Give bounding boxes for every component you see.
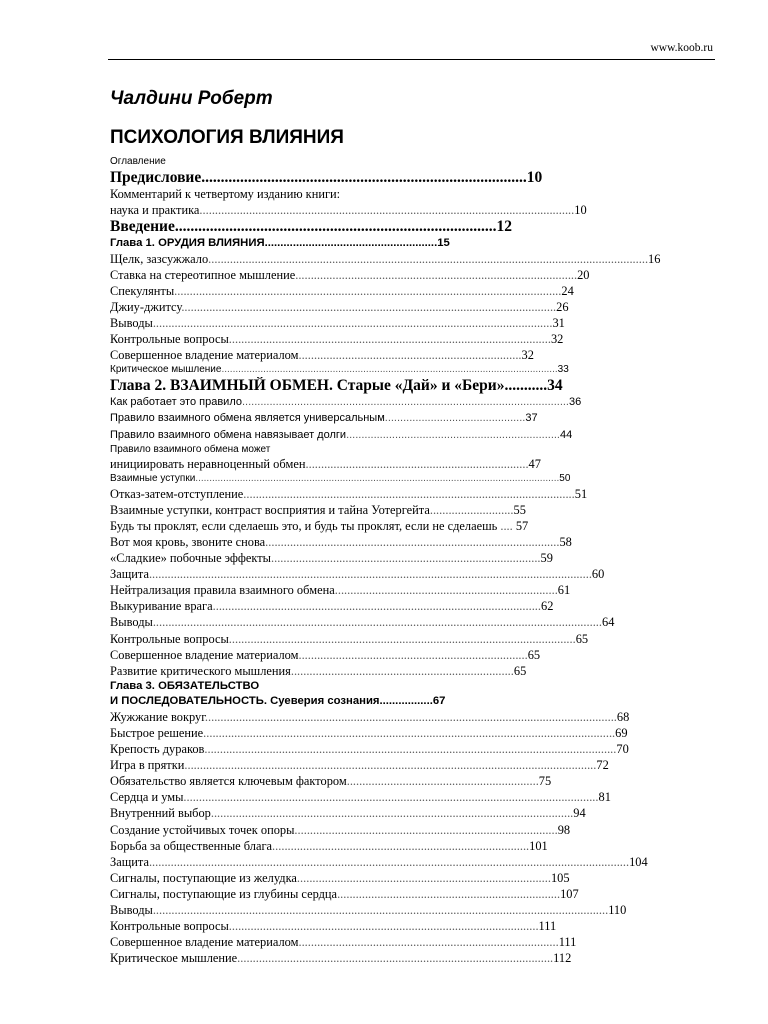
toc-entry-title: Защита (110, 854, 149, 869)
toc-entry[interactable] (110, 331, 710, 347)
toc-entry-title: Правило взаимного обмена может (110, 443, 271, 455)
toc-entry-title: Правило взаимного обмена навязывает долги (110, 428, 347, 441)
toc-entry[interactable] (110, 679, 710, 694)
toc-entry-page: 36 (569, 396, 582, 409)
toc-entry-leader: ......................................................................................................................... (199, 203, 575, 218)
toc-entry-page: 20 (577, 267, 590, 282)
toc-entry[interactable] (110, 773, 710, 789)
toc-entry[interactable] (110, 443, 710, 457)
toc-entry-leader: ..................................................................................................................................... (204, 742, 617, 757)
toc-entry-page: 37 (525, 412, 538, 425)
toc-entry-title: Борьба за общественные блага (110, 838, 273, 853)
toc-entry-leader: ........................................................................ (337, 886, 561, 901)
toc-entry-page: 12 (496, 218, 512, 236)
toc-entry-leader: ................................................................................................................................................... (152, 902, 609, 917)
toc-entry-page: 59 (540, 551, 553, 566)
toc-entry-title: И ПОСЛЕДОВАТЕЛЬНОСТЬ. Суеверия сознания (110, 694, 380, 707)
toc-entry-page: 110 (608, 902, 627, 917)
toc-entry-leader: ....................................................................................... (271, 551, 541, 566)
toc-entry[interactable] (110, 822, 710, 838)
toc-entry-title: Комментарий к четвертому изданию книги: (110, 187, 341, 201)
toc-entry-title: Вот моя кровь, звоните снова (110, 535, 266, 549)
book-title: ПСИХОЛОГИЯ ВЛИЯНИЯ (110, 127, 344, 148)
toc-entry-title: инициировать неравноценный обмен (110, 457, 306, 472)
toc-entry-title: Нейтрализация правила взаимного обмена (110, 583, 335, 598)
toc-entry-page: 10 (574, 203, 587, 218)
toc-entry-leader: .............................................. (384, 412, 526, 425)
toc-entry[interactable] (110, 902, 710, 918)
toc-entry-leader: ........................................................................................... (295, 267, 578, 282)
toc-entry[interactable] (110, 456, 710, 472)
toc-entry-title: наука и практика (110, 203, 200, 218)
toc-entry[interactable] (110, 410, 710, 426)
toc-entry[interactable] (110, 950, 710, 966)
table-of-contents (110, 155, 710, 966)
toc-entry-leader: ...................................................................... (346, 428, 560, 441)
toc-entry-leader: ..................................................................................................................................... (204, 709, 617, 724)
toc-entry[interactable] (110, 363, 710, 377)
toc-entry-leader: ..................................................................................................................................... (184, 758, 597, 773)
toc-entry[interactable] (110, 218, 710, 236)
toc-entry-page: 32 (521, 348, 534, 363)
toc-entry[interactable] (110, 725, 710, 741)
toc-entry-page: 31 (552, 316, 565, 331)
toc-entry[interactable] (110, 854, 710, 870)
toc-entry-page: 64 (602, 615, 615, 630)
toc-entry-leader: ............................................................................................................................................... (148, 567, 592, 582)
toc-entry-page: 34 (547, 376, 563, 394)
toc-entry-leader: ........................................................................................................... (243, 486, 575, 501)
toc-entry[interactable] (110, 347, 710, 363)
toc-entry[interactable] (110, 377, 710, 395)
header-site-url[interactable]: www.koob.ru (650, 42, 713, 54)
toc-entry-title: Выводы (110, 902, 153, 917)
toc-entry[interactable] (110, 534, 710, 550)
toc-entry-page: 104 (629, 854, 648, 869)
toc-entry-title: Критическое мышление (110, 364, 222, 376)
toc-entry-title: Совершенное владение материалом (110, 647, 299, 662)
contents-label: Оглавление (110, 156, 166, 167)
toc-entry-page: 58 (559, 535, 572, 549)
toc-entry-leader: .... (497, 518, 513, 533)
toc-entry[interactable] (110, 598, 710, 614)
toc-entry-leader: .................................................................................... (201, 168, 527, 186)
toc-entry-leader: ................................................................................... (174, 218, 497, 236)
toc-entry-leader: ................. (379, 694, 433, 707)
toc-entry-title: Глава 2. ВЗАИМНЫЙ ОБМЕН. Старые «Дай» и «Бери» (110, 376, 505, 394)
toc-entry[interactable] (110, 315, 710, 331)
toc-entry[interactable] (110, 283, 710, 299)
toc-entry-page: 44 (560, 428, 573, 441)
toc-entry-page: 65 (527, 647, 541, 662)
toc-entry[interactable] (110, 267, 710, 283)
toc-entry-page: 55 (513, 502, 526, 517)
toc-entry-title: Ставка на стереотипное мышление (110, 267, 296, 282)
toc-entry-leader: ................................................................................... (272, 838, 530, 853)
toc-entry-leader: ...................................................................................................... (237, 951, 554, 966)
toc-entry-page: 51 (574, 486, 588, 501)
toc-entry-page: 26 (556, 299, 569, 314)
toc-entry-title: Сердца и умы (110, 790, 184, 805)
toc-entry[interactable] (110, 582, 710, 598)
toc-entry-leader: .......................................................................................................... (212, 599, 541, 614)
toc-entry-leader: ........................... (429, 502, 514, 517)
toc-entry-title: Совершенное владение материалом (110, 348, 299, 363)
toc-entry-leader: .................................................................................... (298, 935, 559, 950)
toc-entry[interactable] (110, 870, 710, 886)
toc-entry-page: 94 (573, 806, 586, 821)
toc-entry-page: 107 (560, 886, 579, 901)
toc-entry-page: 101 (529, 838, 548, 853)
toc-entry[interactable] (110, 394, 710, 410)
toc-entry-title: Взаимные уступки, контраст восприятия и тайна Уотергейта (110, 502, 430, 517)
toc-entry[interactable] (110, 789, 710, 805)
toc-entry-page: 62 (541, 599, 554, 614)
toc-entry-title: Выводы (110, 316, 153, 331)
toc-entry[interactable] (110, 631, 710, 647)
toc-entry-page: 24 (561, 283, 574, 298)
toc-entry[interactable] (110, 918, 710, 934)
toc-entry-leader: ..................................................................................................................... (210, 806, 574, 821)
toc-entry-title: Развитие критического мышления (110, 663, 291, 678)
toc-entry-leader: ...................................................................................................................................... (183, 790, 599, 805)
toc-entry-leader: .......................................................................... (298, 647, 528, 662)
toc-entry-title: Критическое мышление (110, 951, 238, 966)
toc-entry-title: Крепость дураков (110, 742, 205, 757)
toc-entry-title: Сигналы, поступающие из глубины сердца (110, 886, 338, 901)
toc-entry[interactable] (110, 550, 710, 566)
toc-entry-page: 61 (557, 583, 571, 598)
toc-entry-leader: .................................................................................. (296, 870, 551, 885)
toc-entry[interactable] (110, 169, 710, 187)
toc-entry-title: Взаимные уступки (110, 473, 196, 485)
toc-entry-page: 10 (526, 168, 543, 186)
toc-entry-title: Совершенное владение материалом (110, 935, 299, 950)
toc-entry[interactable] (110, 186, 710, 202)
toc-entry-title: Предисловие (110, 168, 202, 186)
toc-entry[interactable] (110, 694, 710, 709)
toc-entry[interactable] (110, 757, 710, 773)
toc-entry-page: 98 (557, 822, 571, 837)
toc-entry[interactable] (110, 427, 710, 443)
toc-entry-leader: ............................................................................................................................. (174, 283, 562, 298)
toc-entry-title: Защита (110, 567, 149, 582)
toc-entry-leader: ......................................................................................................................... (221, 364, 558, 376)
toc-entry-leader: .............................................................................................................................................. (208, 251, 649, 266)
toc-entry-title: Выкуривание врага (110, 599, 213, 614)
toc-entry-title: Контрольные вопросы (110, 631, 229, 646)
toc-entry-page: 111 (558, 935, 577, 950)
toc-entry-leader: ................................................................................................................ (228, 631, 576, 646)
toc-entry-title: Внутренний выбор (110, 806, 211, 821)
toc-entry-leader: ........................................................................ (298, 348, 522, 363)
toc-entry-leader: ........................................................................ (305, 457, 529, 472)
toc-entry-title: Создание устойчивых точек опоры (110, 822, 295, 837)
toc-entry-leader: ........................................................................ (290, 663, 514, 678)
toc-entry-title: Спекулянты (110, 283, 175, 298)
toc-entry[interactable] (110, 299, 710, 315)
toc-entry[interactable] (110, 663, 710, 679)
toc-entry-leader: .................................................................................................... (228, 919, 539, 934)
toc-entry[interactable] (110, 614, 710, 630)
toc-entry-leader: ....................................................... (264, 236, 438, 249)
toc-entry-page: 75 (538, 774, 552, 789)
toc-entry-page: 72 (596, 758, 609, 773)
toc-entry-title: Правило взаимного обмена является универсальным (110, 412, 385, 425)
toc-entry-page: 68 (616, 709, 630, 724)
toc-entry-title: Отказ-затем-отступление (110, 486, 244, 501)
toc-entry-leader: ..................................................................................... (294, 822, 558, 837)
toc-entry-leader: ................................................................................................................................... (195, 473, 560, 485)
toc-entry-title: Игра в прятки (110, 758, 185, 773)
toc-entry[interactable] (110, 886, 710, 902)
header-rule (108, 59, 715, 60)
toc-entry-page: 81 (598, 790, 611, 805)
toc-entry-title: Как работает это правило (110, 396, 242, 409)
toc-entry-leader: ............................................................................................... (265, 535, 560, 549)
toc-entry-page: 57 (512, 518, 529, 533)
toc-entry-title: Выводы (110, 615, 153, 630)
toc-entry-title: Будь ты проклят, если сделаешь это, и будь ты проклят, если не сделаешь (110, 518, 498, 533)
toc-entry[interactable] (110, 472, 710, 486)
toc-entry-leader: ..................................................................................................................................... (203, 725, 616, 740)
toc-entry[interactable] (110, 518, 710, 534)
toc-entry[interactable] (110, 202, 710, 218)
toc-entry-page: 65 (513, 663, 527, 678)
toc-entry-title: Щелк, зазсужжало (110, 251, 209, 266)
toc-entry[interactable] (110, 236, 710, 251)
toc-entry-page: 33 (557, 364, 569, 376)
toc-entry-title: Контрольные вопросы (110, 919, 229, 934)
book-author: Чалдини Роберт (110, 88, 273, 109)
toc-entry[interactable] (110, 647, 710, 663)
toc-entry-page: 67 (432, 694, 446, 707)
toc-entry-title: Обязательство является ключевым фактором (110, 774, 347, 789)
toc-entry-page: 65 (575, 631, 589, 646)
toc-entry-title: Введение (110, 218, 175, 236)
toc-entry[interactable] (110, 741, 710, 757)
toc-entry[interactable] (110, 502, 710, 518)
toc-entry-leader: ................................................................................................................................................. (152, 615, 602, 630)
toc-entry-title: Глава 1. ОРУДИЯ ВЛИЯНИЯ (110, 236, 265, 249)
toc-entry[interactable] (110, 838, 710, 854)
toc-entry-leader: ........................................................................................................................................................... (148, 854, 630, 869)
toc-entry-page: 15 (437, 236, 450, 249)
toc-entry-leader: ......................................................................................................................... (181, 299, 557, 314)
toc-entry-title: Сигналы, поступающие из желудка (110, 870, 297, 885)
toc-entry[interactable] (110, 805, 710, 821)
toc-entry-page: 16 (648, 251, 661, 266)
toc-entry-leader: ........................................................................ (334, 583, 558, 598)
toc-entry-title: Глава 3. ОБЯЗАТЕЛЬСТВО (110, 679, 260, 692)
toc-entry-leader: .............................................................. (346, 774, 539, 789)
toc-entry[interactable] (110, 486, 710, 502)
toc-entry-page: 32 (550, 332, 564, 347)
toc-entry-title: «Сладкие» побочные эффекты (110, 551, 272, 566)
toc-entry-leader: ........................................................................................................ (228, 332, 551, 347)
toc-entry[interactable] (110, 934, 710, 950)
toc-entry-page: 112 (553, 951, 572, 966)
toc-entry-leader: ........................................................................................................... (241, 396, 569, 409)
toc-entry[interactable] (110, 251, 710, 267)
toc-entry-title: Жужжание вокруг (110, 709, 205, 724)
toc-entry-page: 60 (591, 567, 605, 582)
toc-entry-leader: ................................................................................................................................. (152, 316, 553, 331)
toc-entry[interactable] (110, 566, 710, 582)
toc-entry-page: 70 (616, 742, 629, 757)
toc-entry[interactable] (110, 709, 710, 725)
toc-entry-leader: ........... (504, 376, 548, 394)
toc-entry-title: Контрольные вопросы (110, 332, 229, 347)
toc-entry-page: 105 (550, 870, 570, 885)
toc-entry-page: 111 (538, 919, 557, 934)
toc-entry-title: Быстрое решение (110, 725, 204, 740)
toc-entry-title: Джиу-джитсу (110, 299, 182, 314)
toc-entry-page: 50 (559, 473, 571, 485)
toc-entry-page: 47 (528, 457, 541, 472)
toc-entry-page: 69 (615, 725, 628, 740)
